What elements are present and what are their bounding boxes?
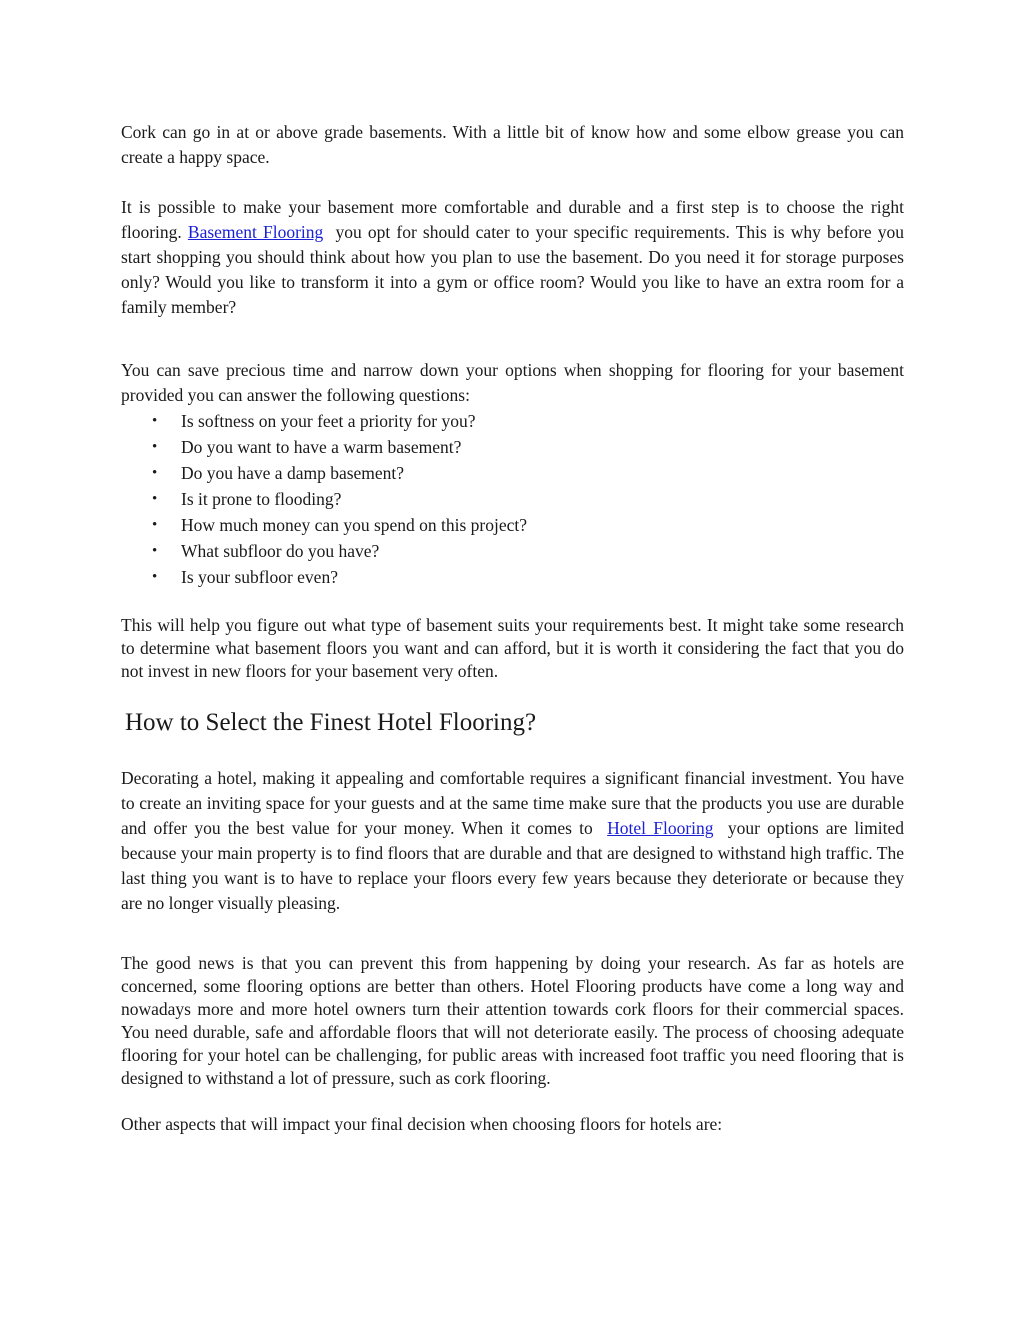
bullet-icon: • <box>152 543 158 559</box>
document-page <box>121 120 904 1137</box>
basement-flooring-link[interactable]: Basement Flooring <box>187 222 324 242</box>
paragraph-figure-out: This will help you figure out what type of basement suits your requirements best. It might take some research to determine what basement floors you want and can afford, but it is worth it considering the fact that you do not invest in new floors for your basement very often. <box>121 615 904 681</box>
bullet-icon: • <box>152 413 158 429</box>
questions-list <box>121 408 904 590</box>
paragraph-text: your options are limited because your main property is to find floors that are durable and that are designed to withstand high traffic. The last thing you want is to have to replace your floors every few years because they deteriorate or because they are no longer visually pleasing. <box>121 818 905 913</box>
list-item: • What subfloor do you have? <box>121 538 904 564</box>
list-item: • Is it prone to flooding? <box>121 486 904 512</box>
list-item: • Do you want to have a warm basement? <box>121 434 904 460</box>
bullet-icon: • <box>152 439 158 455</box>
paragraph-text: you opt for should cater to your specific requirements. This is why before you start shopping you should think about how you plan to use the basement. Do you need it for storage purposes only? Would you like to transform it into a gym or office room? Would you like to have an extra room for a family member? <box>121 222 905 317</box>
list-item: • Is your subfloor even? <box>121 564 904 590</box>
bullet-icon: • <box>152 465 158 481</box>
paragraph-cork-intro: Cork can go in at or above grade basements. With a little bit of know how and some elbow grease you can create a happy space. <box>121 122 904 167</box>
bullet-icon: • <box>152 517 158 533</box>
paragraph-text: It is possible to make your basement more comfortable and durable and a first step is to choose the right flooring. <box>121 197 904 242</box>
paragraph-good-news: The good news is that you can prevent this from happening by doing your research. As far as hotels are concerned, some flooring options are better than others. Hotel Flooring products have come a long way and nowadays more and more hotel owners turn their attention towards cork floors for their commercial spaces. You need durable, safe and affordable floors that will not deteriorate easily. The process of choosing adequate flooring for your hotel can be challenging, for public areas with increased foot traffic you need flooring that is designed to withstand a lot of pressure, such as cork flooring. <box>121 953 904 1088</box>
paragraph-decorating-hotel <box>121 766 904 916</box>
paragraph-other-aspects: Other aspects that will impact your final decision when choosing floors for hotels are: <box>121 1114 723 1134</box>
paragraph-basement-flooring <box>121 195 904 320</box>
list-item: • Do you have a damp basement? <box>121 460 904 486</box>
section-heading: How to Select the Finest Hotel Flooring? <box>125 709 537 736</box>
list-item: • How much money can you spend on this project? <box>121 512 904 538</box>
paragraph-text: Decorating a hotel, making it appealing and comfortable requires a significant financial investment. You have to create an inviting space for your guests and at the same time make sure that the products you use are durable and offer you the best value for your money. When it comes to <box>121 768 904 838</box>
hotel-flooring-link[interactable]: Hotel Flooring <box>607 818 714 838</box>
bullet-icon: • <box>152 569 158 585</box>
paragraph-save-time: You can save precious time and narrow down your options when shopping for flooring for your basement provided you can answer the following questions: <box>121 360 904 405</box>
list-item: • Is softness on your feet a priority for you? <box>121 408 904 434</box>
bullet-icon: • <box>152 491 158 507</box>
